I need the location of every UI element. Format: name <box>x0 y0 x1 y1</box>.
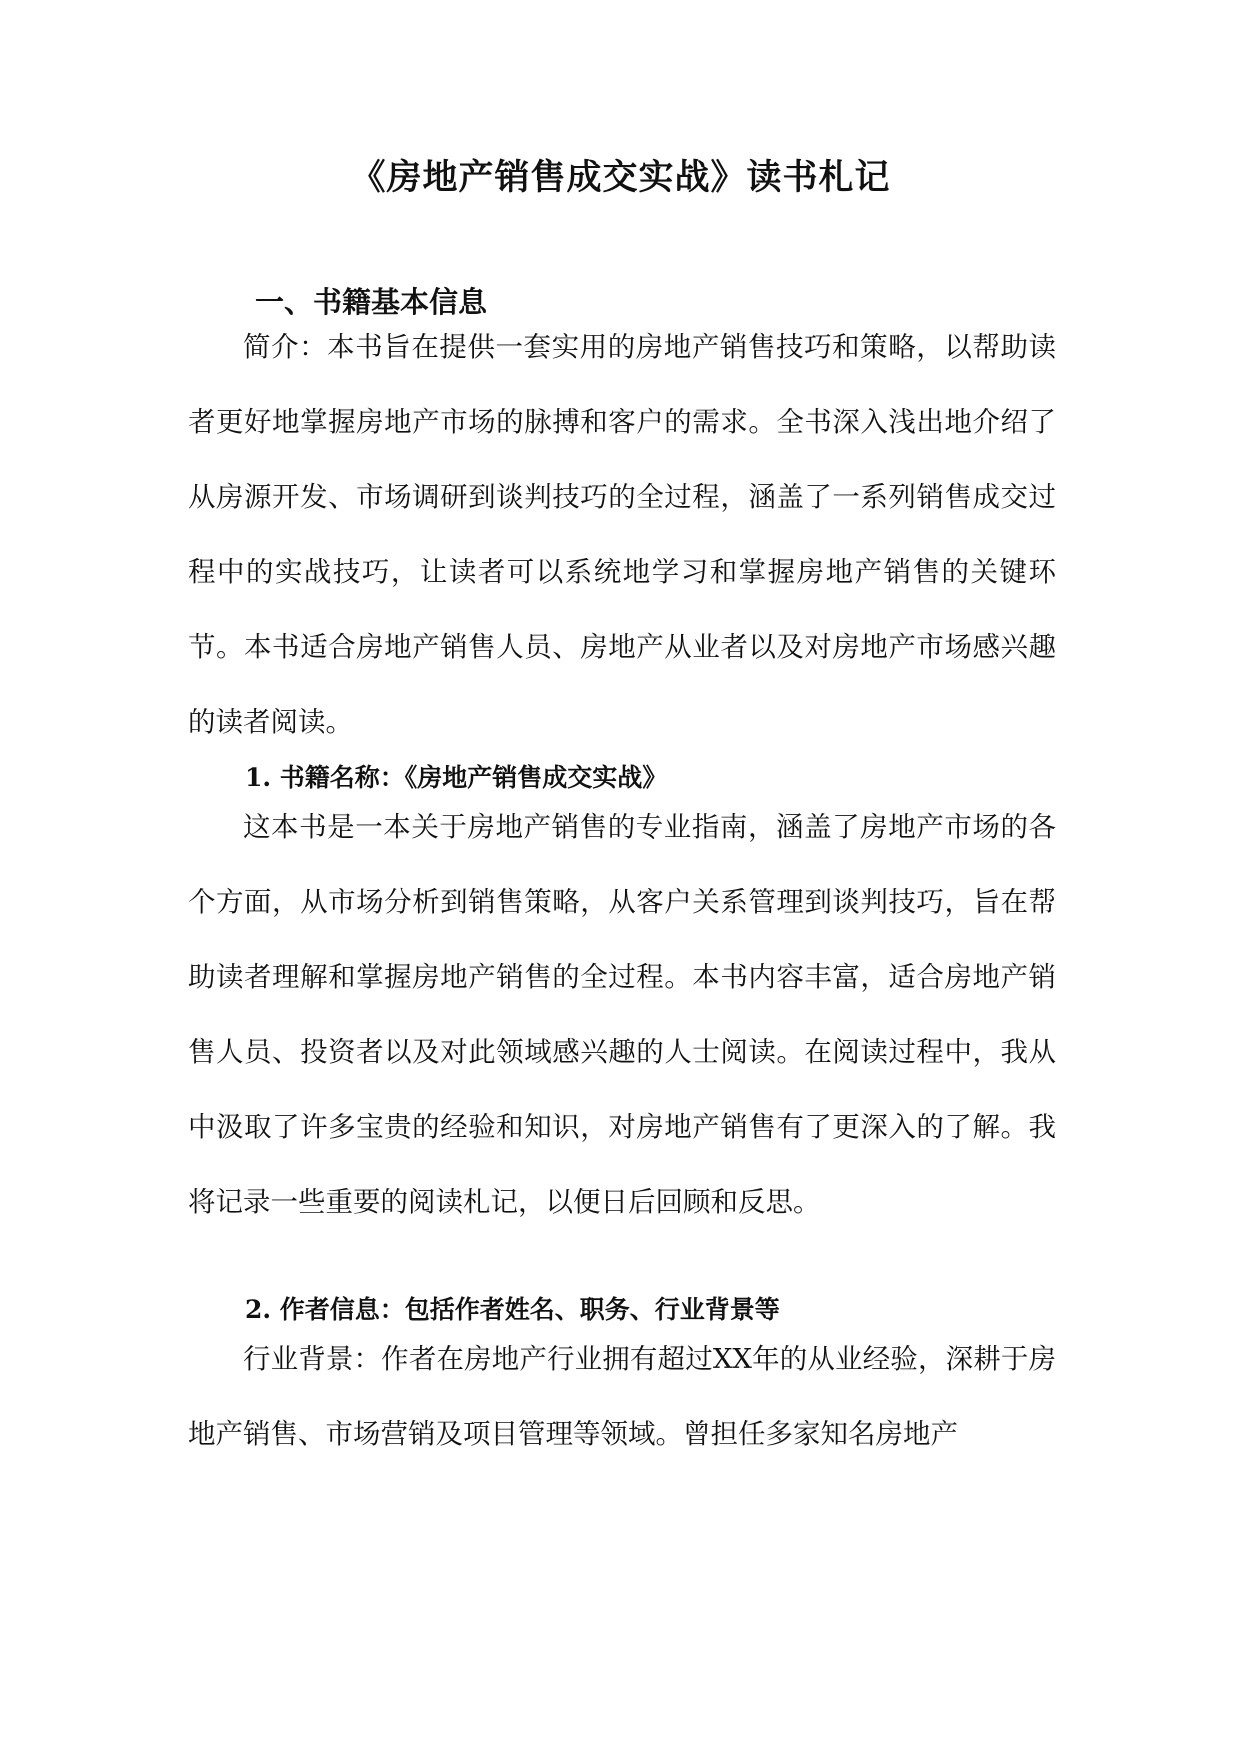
book-name-paragraph: 这本书是一本关于房地产销售的专业指南，涵盖了房地产市场的各个方面，从市场分析到销售策略，从客户关系管理到谈判技巧，旨在帮助读者理解和掌握房地产销售的全过程。本书内容丰富，适合房地产销售人员、投资者以及对此领域感兴趣的人士阅读。在阅读过程中，我从中汲取了许多宝贵的经验和知识，对房地产销售有了更深入的了解。我将记录一些重要的阅读札记，以便日后回顾和反思。 <box>188 811 1056 1218</box>
section-heading-book-info: 一、书籍基本信息 <box>255 285 488 319</box>
intro-paragraph: 简介：本书旨在提供一套实用的房地产销售技巧和策略，以帮助读者更好地掌握房地产市场的脉搏和客户的需求。全书深入浅出地介绍了从房源开发、市场调研到谈判技巧的全过程，涵盖了一系列销售成交过程中的实战技巧，让读者可以系统地学习和掌握房地产销售的关键环节。本书适合房地产销售人员、房地产从业者以及对房地产市场感兴趣的读者阅读。 <box>188 331 1056 738</box>
author-info-paragraph: 行业背景：作者在房地产行业拥有超过XX年的从业经验，深耕于房地产销售、市场营销及项目管理等领域。曾担任多家知名房地产 <box>188 1343 1056 1450</box>
document-title: 《房地产销售成交实战》读书札记 <box>350 157 891 198</box>
item-heading-book-name: 1. 书籍名称：《房地产销售成交实战》 <box>245 763 668 792</box>
item-heading-author-info: 2. 作者信息：包括作者姓名、职务、行业背景等 <box>245 1295 780 1324</box>
